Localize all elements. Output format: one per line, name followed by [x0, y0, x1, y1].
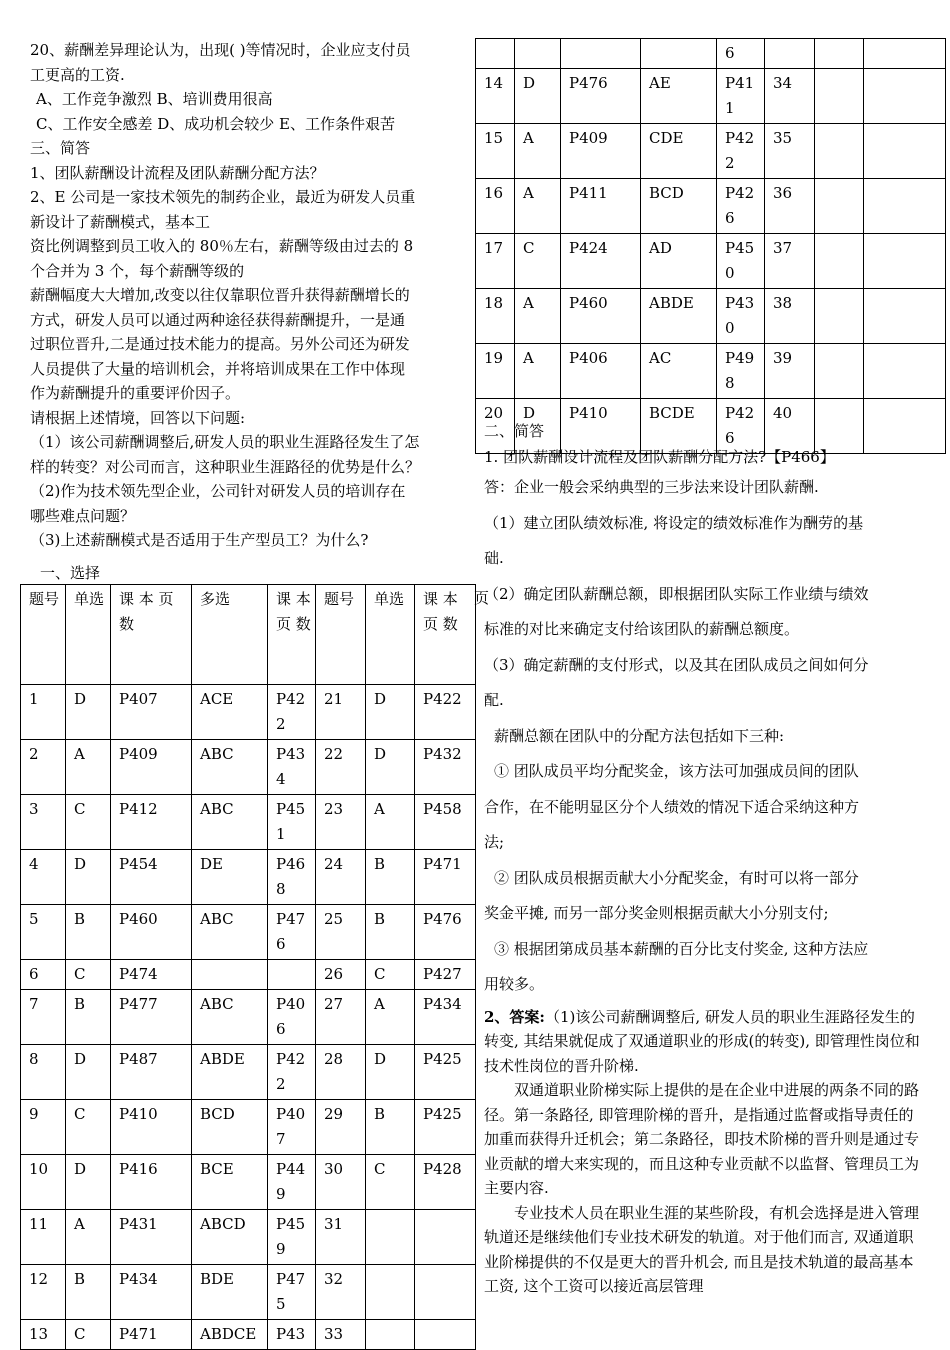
- table-cell: P427: [415, 960, 476, 990]
- method-3-line2: 用较多。: [484, 975, 545, 993]
- table-cell: 25: [316, 905, 366, 960]
- table-cell: 5: [21, 905, 66, 960]
- table-cell: [815, 234, 864, 289]
- table-cell: ABDE: [641, 289, 717, 344]
- table-cell: [864, 124, 946, 179]
- q20-line1: 20、薪酬差异理论认为，出现( )等情况时，企业应支付员: [30, 41, 411, 59]
- table-cell: [815, 124, 864, 179]
- header-cell: 多选: [192, 585, 268, 685]
- table-cell: 22: [316, 740, 366, 795]
- table-cell: P422: [268, 685, 316, 740]
- table-cell: P460: [561, 289, 641, 344]
- table-cell: AE: [641, 69, 717, 124]
- table-cell: P426: [717, 399, 765, 454]
- table-cell: 33: [316, 1320, 366, 1350]
- table-cell: P411: [717, 69, 765, 124]
- table-cell: D: [515, 69, 561, 124]
- table-row: [21, 905, 476, 960]
- method-1-line2: 合作，在不能明显区分个人绩效的情况下适合采纳这种方: [484, 797, 860, 816]
- table-cell: 13: [21, 1320, 66, 1350]
- table-cell: P498: [717, 344, 765, 399]
- table-cell: 11: [21, 1210, 66, 1265]
- step-2-line2: 标准的对比来确定支付给该团队的薪酬总额度。: [484, 620, 800, 638]
- table-cell: ABC: [192, 990, 268, 1045]
- table-cell: [864, 234, 946, 289]
- table-cell: [864, 39, 946, 69]
- table-cell: [515, 39, 561, 69]
- sub-question-3: （3)上述薪酬模式是否适用于生产型员工？为什么?: [30, 531, 369, 549]
- table-cell: [864, 344, 946, 399]
- table-cell: P424: [561, 234, 641, 289]
- dual-ladder-paragraph: 双通道职业阶梯实际上提供的是在企业中进展的两条不同的路径。第一条路径, 即管理阶梯的晋升，是指通过监督或指导责任的加重而获得升迁机会；第二条路径，即技术阶梯的晋升则是通过专业贡献的增大来实现的，而且这种专业贡献不以监督、管理员工为主要内容.: [484, 1081, 920, 1197]
- table-cell: A: [515, 124, 561, 179]
- table-row: [21, 685, 476, 740]
- table-cell: P422: [415, 685, 476, 740]
- table-cell: BCD: [192, 1100, 268, 1155]
- table-cell: P422: [268, 1045, 316, 1100]
- table-cell: B: [366, 1100, 415, 1155]
- header-cell: 课 本 页 数: [111, 585, 192, 685]
- answer-1-title: 1. 团队薪酬设计流程及团队薪酬分配方法?【P466】: [484, 448, 835, 466]
- table-cell: P460: [111, 905, 192, 960]
- table-cell: 15: [476, 124, 515, 179]
- table-cell: P434: [415, 990, 476, 1045]
- section3-heading: 三、简答: [30, 139, 91, 157]
- table-row: [21, 1320, 476, 1350]
- table-cell: A: [366, 795, 415, 850]
- table-cell: P475: [268, 1265, 316, 1320]
- table-cell: D: [366, 1045, 415, 1100]
- table-cell: [815, 179, 864, 234]
- table-cell: P471: [111, 1320, 192, 1350]
- header-cell: 单选: [66, 585, 111, 685]
- table-cell: 2: [21, 740, 66, 795]
- table-cell: BCD: [641, 179, 717, 234]
- table-cell: D: [66, 1155, 111, 1210]
- question-2-line8: 人员提供了大量的培训机会，并将培训成果在工作中体现: [30, 359, 406, 378]
- table-cell: [815, 344, 864, 399]
- table-cell: P449: [268, 1155, 316, 1210]
- table-cell: P409: [561, 124, 641, 179]
- table-cell: [815, 39, 864, 69]
- table-cell: C: [515, 234, 561, 289]
- table-row: [21, 850, 476, 905]
- table-cell: 18: [476, 289, 515, 344]
- table-cell: P450: [717, 234, 765, 289]
- table-row: [21, 740, 476, 795]
- sub-question-2-line1: （2)作为技术领先型企业，公司针对研发人员的培训存在: [30, 482, 406, 500]
- question-2-line3: 资比例调整到员工收入的 80％左右，薪酬等级由过去的 8: [30, 237, 414, 255]
- table-cell: 29: [316, 1100, 366, 1155]
- header-cell: 单选: [366, 585, 415, 685]
- table-cell: 6: [21, 960, 66, 990]
- table-cell: 10: [21, 1155, 66, 1210]
- table-cell: P476: [415, 905, 476, 960]
- table-cell: 3: [21, 795, 66, 850]
- q20-line2: 工更高的工资.: [30, 65, 125, 84]
- table-cell: C: [366, 1155, 415, 1210]
- table-row: [21, 1210, 476, 1265]
- table-cell: 34: [765, 69, 815, 124]
- table-cell: 26: [316, 960, 366, 990]
- table-cell: [268, 960, 316, 990]
- table-cell: [366, 1320, 415, 1350]
- table-cell: C: [366, 960, 415, 990]
- table-cell: [415, 1320, 476, 1350]
- table-cell: 37: [765, 234, 815, 289]
- table-cell: B: [366, 850, 415, 905]
- table-cell: A: [515, 344, 561, 399]
- table-overflow-char: 页: [474, 589, 490, 607]
- table-cell: P425: [415, 1100, 476, 1155]
- table-cell: 8: [21, 1045, 66, 1100]
- table-cell: P409: [111, 740, 192, 795]
- table-row: [476, 39, 946, 69]
- table-cell: P458: [415, 795, 476, 850]
- table-cell: [864, 289, 946, 344]
- table-cell: P451: [268, 795, 316, 850]
- left-column: [30, 38, 470, 553]
- table-cell: 39: [765, 344, 815, 399]
- tech-staff-paragraph: 专业技术人员在职业生涯的某些阶段，有机会选择是进入管理轨道还是继续他们专业技术研发的轨道。对于他们而言, 双通道职业阶梯提供的不仅是更大的晋升机会, 而且是技术轨道的最高基本工资, 这个工资可以接近高层管理: [484, 1203, 920, 1295]
- table-cell: P425: [415, 1045, 476, 1100]
- ask-line: 请根据上述情境，回答以下问题:: [30, 408, 246, 427]
- table-cell: 35: [765, 124, 815, 179]
- table-cell: P406: [561, 344, 641, 399]
- table-cell: 40: [765, 399, 815, 454]
- table-cell: D: [66, 685, 111, 740]
- table-cell: P412: [111, 795, 192, 850]
- table-cell: P432: [415, 740, 476, 795]
- table-cell: 19: [476, 344, 515, 399]
- table-cell: P426: [717, 179, 765, 234]
- q20-options-1: A、工作竞争激烈 B、培训费用很高: [36, 90, 273, 108]
- answer-table-continued: [475, 38, 946, 454]
- table-cell: [641, 39, 717, 69]
- step-2-line1: （2）确定团队薪酬总额，即根据团队实际工作业绩与绩效: [484, 584, 869, 603]
- table-cell: P454: [111, 850, 192, 905]
- table-cell: A: [66, 1210, 111, 1265]
- table-cell: P434: [268, 740, 316, 795]
- question-2-line1: 2、E 公司是一家技术领先的制药企业，最近为研发人员重: [30, 188, 416, 206]
- table-cell: [415, 1210, 476, 1265]
- table-cell: D: [366, 740, 415, 795]
- table-cell: 38: [765, 289, 815, 344]
- table-cell: ABCD: [192, 1210, 268, 1265]
- answer-2-paragraph: [484, 1005, 924, 1079]
- table-cell: CDE: [641, 124, 717, 179]
- section1-heading: 一、选择: [40, 564, 101, 582]
- table-cell: ACE: [192, 685, 268, 740]
- table-cell: 17: [476, 234, 515, 289]
- table-cell: P411: [561, 179, 641, 234]
- answer-table: [20, 584, 476, 1350]
- question-2-line7: 过职位晋升,二是通过技术能力的提高。另外公司还为研发: [30, 335, 410, 353]
- table-row: [476, 179, 946, 234]
- table-row: [476, 234, 946, 289]
- table-cell: D: [66, 1045, 111, 1100]
- question-2-line9: 作为薪酬提升的重要评价因子。: [30, 384, 241, 402]
- table-cell: P410: [111, 1100, 192, 1155]
- table-cell: P407: [111, 685, 192, 740]
- table-cell: P468: [268, 850, 316, 905]
- table-cell: A: [515, 289, 561, 344]
- table-cell: P431: [111, 1210, 192, 1265]
- table-cell: BDE: [192, 1265, 268, 1320]
- method-2-line1: ② 团队成员根据贡献大小分配奖金，有时可以将一部分: [494, 868, 859, 887]
- table-cell: A: [366, 990, 415, 1045]
- table-cell: [192, 960, 268, 990]
- table-row: [21, 795, 476, 850]
- table-cell: [476, 39, 515, 69]
- header-cell: 题号: [21, 585, 66, 685]
- method-1-line3: 法;: [484, 833, 505, 851]
- table-cell: P471: [415, 850, 476, 905]
- table-row: [21, 1155, 476, 1210]
- right-column: [484, 418, 924, 1299]
- table-cell: 31: [316, 1210, 366, 1265]
- table-cell: 12: [21, 1265, 66, 1320]
- step-3-line2: 配.: [484, 691, 504, 709]
- table-cell: P428: [415, 1155, 476, 1210]
- table-cell: DE: [192, 850, 268, 905]
- section2-heading: 二、简答: [484, 422, 545, 440]
- table-cell: P434: [111, 1265, 192, 1320]
- table-row: [476, 344, 946, 399]
- table-cell: P422: [717, 124, 765, 179]
- table-row: [476, 124, 946, 179]
- table-cell: 7: [21, 990, 66, 1045]
- table-cell: 23: [316, 795, 366, 850]
- method-3-line1: ③ 根据团第成员基本薪酬的百分比支付奖金, 这种方法应: [494, 939, 869, 958]
- table-header-row: [21, 585, 476, 685]
- table-cell: 6: [717, 39, 765, 69]
- table-cell: P474: [111, 960, 192, 990]
- table-cell: P430: [717, 289, 765, 344]
- sub-question-2-line2: 哪些难点问题？: [30, 506, 136, 525]
- step-3-line1: （3）确定薪酬的支付形式，以及其在团队成员之间如何分: [484, 655, 869, 674]
- table-cell: C: [66, 960, 111, 990]
- header-cell: 课 本 页 数: [268, 585, 316, 685]
- table-row: [21, 1045, 476, 1100]
- table-cell: 30: [316, 1155, 366, 1210]
- table-cell: [864, 179, 946, 234]
- table-cell: AD: [641, 234, 717, 289]
- table-cell: 21: [316, 685, 366, 740]
- table-cell: 20: [476, 399, 515, 454]
- table-cell: C: [66, 1100, 111, 1155]
- table-cell: 28: [316, 1045, 366, 1100]
- table-cell: BCDE: [641, 399, 717, 454]
- answer-1-block: [484, 418, 924, 1003]
- table-cell: P406: [268, 990, 316, 1045]
- table-cell: P459: [268, 1210, 316, 1265]
- table-cell: [815, 69, 864, 124]
- table-cell: D: [515, 399, 561, 454]
- table-cell: ABC: [192, 795, 268, 850]
- question-2-line2: 新设计了薪酬模式，基本工: [30, 212, 211, 231]
- answer-1-intro: 答：企业一般会采纳典型的三步法来设计团队薪酬.: [484, 478, 819, 496]
- table-cell: B: [366, 905, 415, 960]
- header-cell: 题号: [316, 585, 366, 685]
- table-row: [476, 289, 946, 344]
- table-cell: C: [66, 1320, 111, 1350]
- table-cell: 32: [316, 1265, 366, 1320]
- step-1-line2: 础.: [484, 549, 504, 567]
- table-cell: [561, 39, 641, 69]
- step-1-line1: （1）建立团队绩效标准, 将设定的绩效标准作为酬劳的基: [484, 513, 864, 532]
- table-cell: ABDE: [192, 1045, 268, 1100]
- table-cell: B: [66, 1265, 111, 1320]
- table-cell: P43: [268, 1320, 316, 1350]
- table-cell: P477: [111, 990, 192, 1045]
- table-cell: P410: [561, 399, 641, 454]
- table-cell: [765, 39, 815, 69]
- sub-question-1-line1: （1）该公司薪酬调整后,研发人员的职业生涯路径发生了怎: [30, 433, 420, 451]
- table-cell: 36: [765, 179, 815, 234]
- table-row: [21, 1265, 476, 1320]
- table-cell: C: [66, 795, 111, 850]
- table-cell: 16: [476, 179, 515, 234]
- sub-question-1-line2: 样的转变？对公司而言，这种职业生涯路径的优势是什么？: [30, 457, 421, 476]
- header-cell: 课 本 页 数: [415, 585, 476, 685]
- table-cell: ABDCE: [192, 1320, 268, 1350]
- table-cell: [366, 1265, 415, 1320]
- table-row: [21, 960, 476, 990]
- answer-2-label: 2、答案:: [484, 1007, 545, 1026]
- table-cell: P476: [561, 69, 641, 124]
- table-cell: BCE: [192, 1155, 268, 1210]
- question-1: 1、团队薪酬设计流程及团队薪酬分配方法？: [30, 163, 325, 182]
- distribution-intro: 薪酬总额在团队中的分配方法包括如下三种:: [494, 726, 785, 745]
- answer-2-text: （1)该公司薪酬调整后, 研发人员的职业生涯路径发生的转变, 其结果就促成了双通道职业的形成(的转变), 即管理性岗位和技术性岗位的晋升阶梯.: [484, 1007, 920, 1075]
- table-cell: [864, 69, 946, 124]
- table-cell: A: [515, 179, 561, 234]
- q20-options-2: C、工作安全感差 D、成功机会较少 E、工作条件艰苦: [36, 114, 395, 133]
- table-cell: D: [366, 685, 415, 740]
- table-cell: ABC: [192, 905, 268, 960]
- table-cell: 4: [21, 850, 66, 905]
- question-2-line4: 个合并为 3 个，每个薪酬等级的: [30, 261, 245, 280]
- table-cell: B: [66, 990, 111, 1045]
- table-cell: [415, 1265, 476, 1320]
- table-cell: 1: [21, 685, 66, 740]
- table-cell: ABC: [192, 740, 268, 795]
- table-cell: 24: [316, 850, 366, 905]
- table-cell: [815, 289, 864, 344]
- method-1-line1: ① 团队成员平均分配奖金，该方法可加强成员间的团队: [494, 762, 859, 780]
- table-cell: [366, 1210, 415, 1265]
- question-2-line5: 薪酬幅度大大增加,改变以往仅靠职位晋升获得薪酬增长的: [30, 286, 410, 304]
- table-cell: AC: [641, 344, 717, 399]
- table-row: [476, 69, 946, 124]
- table-cell: 14: [476, 69, 515, 124]
- table-row: [21, 990, 476, 1045]
- table-row: [21, 1100, 476, 1155]
- table-cell: D: [66, 850, 111, 905]
- table-cell: P476: [268, 905, 316, 960]
- question-2-line6: 方式，研发人员可以通过两种途径获得薪酬提升，一是通: [30, 310, 406, 329]
- table-cell: 9: [21, 1100, 66, 1155]
- table-cell: B: [66, 905, 111, 960]
- table-cell: 27: [316, 990, 366, 1045]
- method-2-line2: 奖金平摊, 而另一部分奖金则根据贡献大小分别支付;: [484, 904, 829, 922]
- table-cell: P487: [111, 1045, 192, 1100]
- table-cell: A: [66, 740, 111, 795]
- table-cell: P416: [111, 1155, 192, 1210]
- table-cell: P407: [268, 1100, 316, 1155]
